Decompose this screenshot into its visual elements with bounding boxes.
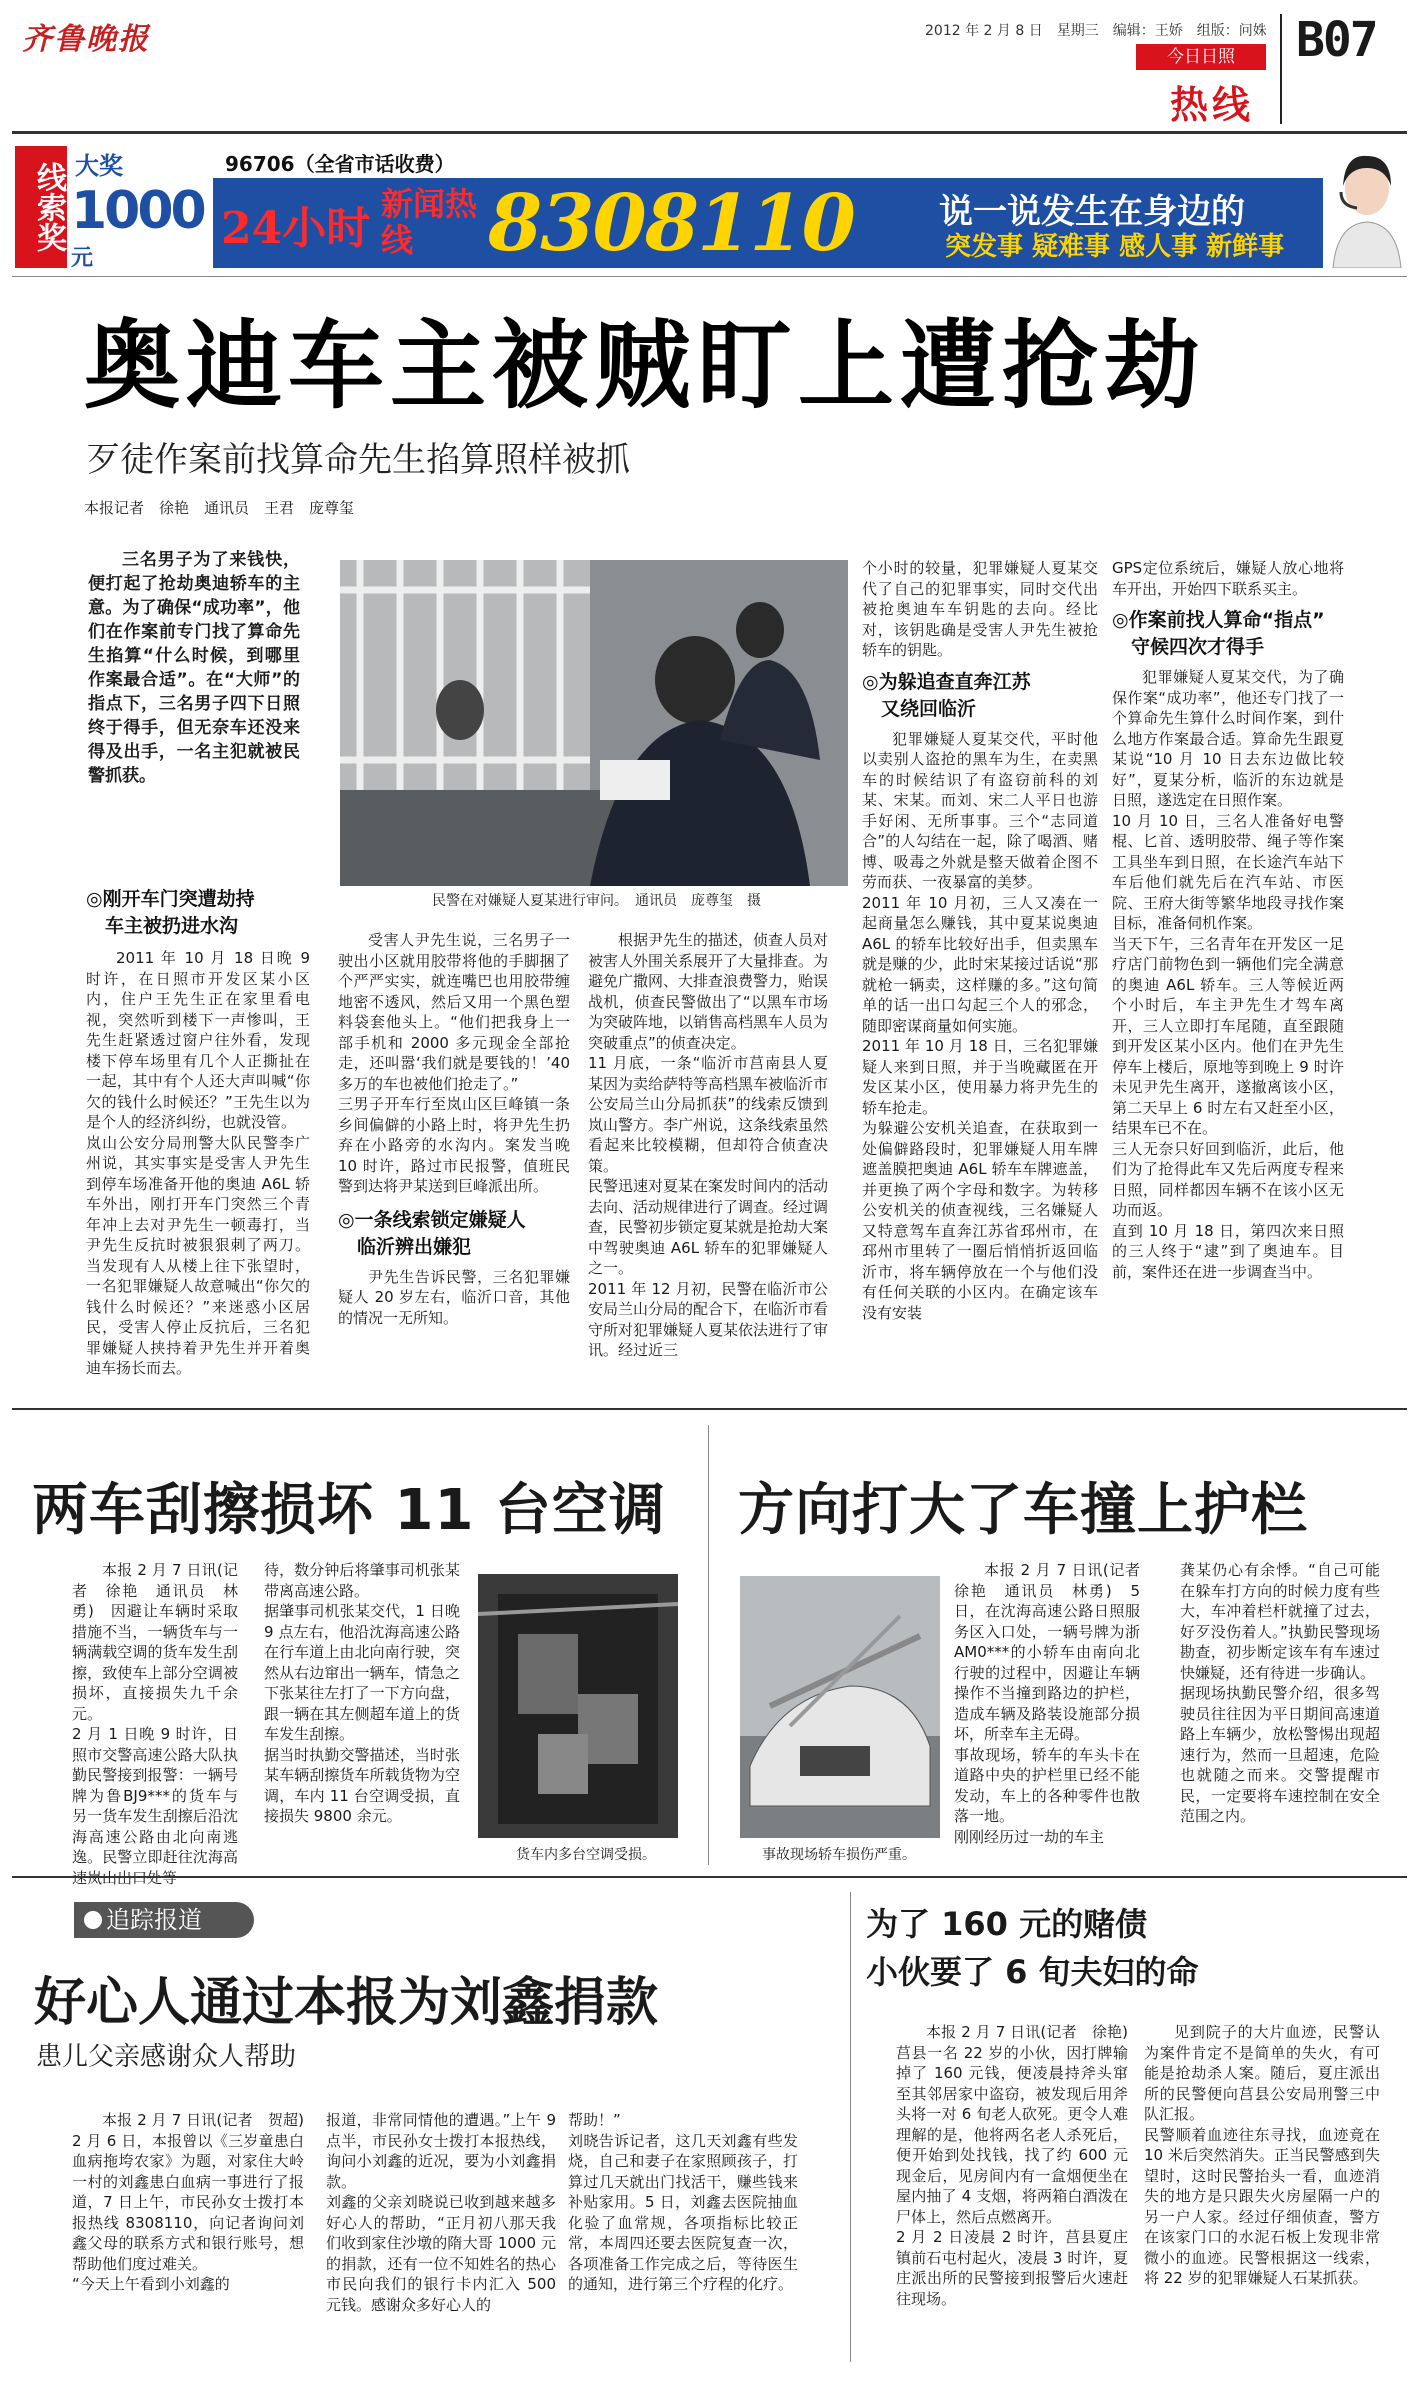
story2-photo — [478, 1574, 678, 1838]
story4-col-2 — [326, 2110, 556, 2315]
hotline-number: 8308110 — [488, 178, 854, 269]
lead-subhead-2: ◎一条线索锁定嫌疑人 临沂辨出嫌犯 — [338, 1208, 526, 1258]
lead-col4-text: 个小时的较量，犯罪嫌疑人夏某交代了自己的犯罪事实，同时交代出被抢奥迪车车钥匙的去向。经比对，该钥匙确是受害人尹先生被抢轿车的钥匙。 — [862, 559, 1098, 659]
story4-col-1 — [72, 2110, 304, 2295]
lead-intro-text: 三名男子为了来钱快，便打起了抢劫奥迪轿车的主意。为了确保“成功率”，他们在作案前专门找了算命先生掐算“什么时候，到哪里作案最合适”。在“大师”的指点下，三名男子四下日照终于得手，但无奈车还没来得及出手，一名主犯就被民警抓获。 — [88, 550, 300, 786]
prize-box — [71, 146, 213, 271]
story3-col-1 — [954, 1560, 1140, 1847]
lead-col-5 — [1112, 558, 1344, 1282]
lead-col-4 — [862, 558, 1098, 1323]
story4-text3: 帮助！” 刘晓告诉记者，这几天刘鑫有些发烧，自己和妻子在家照顾孩子，打算过几天就出门找活干，赚些钱来补贴家用。5 日，刘鑫去医院抽血化验了血常规，各项指标比较正常，本周四还要去医院复查一次，各项准备工作完成之后，等待医生的通知，进行第三个疗程的化疗。 — [568, 2111, 798, 2293]
story5-col-1 — [896, 2022, 1128, 2309]
story4-subtitle: 患儿父亲感谢众人帮助 — [36, 2042, 297, 2072]
section-tag: 今日日照 — [1136, 44, 1266, 70]
lead-subhead-1: ◎刚开车门突遭劫持 车主被扔进水沟 — [86, 888, 255, 937]
story3-text2: 龚某仍心有余悸。“自己可能在躲车打方向的时候力度有些大，车冲着栏杆就撞了过去，好歹没伤着人。”执勤民警现场勘查，初步断定该车有车速过快嫌疑，还有待进一步确认。 据现场执勤民警介绍，很多驾驶员往往因为平日期间高速道路上车辆少，放松警惕出现超速行为，然而一旦超速，危险也就随之而来。交警提醒市民，一定要将车速控制在安全范围之内。 — [1180, 1561, 1380, 1825]
headset-operator-icon — [1327, 146, 1405, 268]
lead-col-2 — [338, 930, 570, 1328]
prize-amount — [71, 181, 213, 272]
lead-subtitle: 歹徒作案前找算命先生掐算照样被抓 — [86, 440, 630, 480]
prize-top: 大奖 — [75, 152, 123, 180]
slogan: 说一说发生在身边的 — [939, 192, 1245, 232]
story2-col-1 — [72, 1560, 238, 1888]
lead-col-1 — [86, 886, 310, 1379]
lead-subhead-3: ◎为躲追查直奔江苏 又绕回临沂 — [862, 670, 1031, 720]
story2-photo-caption: 货车内多台空调受损。 — [516, 1847, 656, 1863]
lead-photo — [340, 560, 848, 886]
header-divider — [1280, 14, 1282, 124]
lead-headline: 奥迪车主被贼盯上遭抢劫 — [84, 310, 1206, 422]
story4-text1: 本报 2 月 7 日讯(记者 贺超) 2 月 6 日，本报曾以《三岁童患白血病拖垮农家》为题，对家住大岭一村的刘鑫患白血病一事进行了报道，7 日上午，市民孙女士拨打本报热线 8308110，向记者询问刘鑫父母的联系方式和银行账号，想帮助他们度过难关。 “今天上午看到小刘鑫的 — [72, 2111, 304, 2293]
lead-col3-text: 根据尹先生的描述，侦查人员对被害人外围关系展开了大量排查。为避免广撒网、大排查浪费警力，贻误战机，侦查民警做出了“以黑车市场为突破阵地，以销售高档黑车人员为突破重点”的侦查决定。 11 月底，一条“临沂市莒南县人夏某因为卖给萨特等高档黑车被临沂市公安局兰山分局抓获”的线索反馈到岚山警方。李广州说，这条线索虽然看起来比较模糊，但却符合侦查决策。 民警迅速对夏某在案发时间内的活动去向、活动规律进行了调查。经过调查，民警初步锁定夏某就是抢劫大案中驾驶奥迪 A6L 轿车的犯罪嫌疑人之一。 2011 年 12 月初，民警在临沂市公安局兰山分局的配合下，在临沂市看守所对犯罪嫌疑人夏某依法进行了审讯。经过近三 — [588, 931, 829, 1359]
clue-prize-label: 线索奖 — [15, 146, 67, 268]
story3-col-2 — [1180, 1560, 1380, 1827]
masthead: 齐鲁晚报 — [22, 22, 150, 57]
news-hot-text: 新闻热线 — [381, 185, 478, 259]
story2-headline: 两车刮擦损坏 11 台空调 — [32, 1478, 666, 1543]
story4-col-3 — [568, 2110, 798, 2295]
lead-col2b-text: 尹先生告诉民警，三名犯罪嫌疑人 20 岁左右，临沂口音，其他的情况一无所知。 — [338, 1267, 570, 1327]
story2-text1: 本报 2 月 7 日讯(记者 徐艳 通讯员 林勇) 因避让车辆时采取措施不当，一辆货车与一辆满载空调的货车发生刮擦，致使车上部分空调被损坏，直接损失九千余元。 2 月 1 日晚 9 时许，日照市交警高速公路大队执勤民警接到报警：一辆号牌为鲁BJ9***的货车与另一货车发生刮擦后沿沈海高速公路由北向南逃逸。民警立即赶往沈海高 — [72, 1561, 238, 1866]
story5-text1: 本报 2 月 7 日讯(记者 徐艳) 莒县一名 22 岁的小伙，因打牌输掉了 160 元钱，便凌晨持斧头窜至其邻居家中盗窃，被发现后用斧头将一对 6 旬老人砍死。更令人难理解的是，他将两名老人杀死后，便开始到处找钱，找了约 600 元现金后，见房间内有一盒烟便坐在屋内抽了 4 支烟，将两箱白酒泼在尸体上，然后点燃离开。 2 月 2 日凌晨 2 时许，莒县夏庄镇前石屯村起火，凌晨 3 时许，夏庄派出所的民警接到报警后火速赶往现场。 — [896, 2023, 1128, 2308]
truck-cargo-photo — [478, 1574, 678, 1838]
lead-intro — [88, 548, 300, 788]
story3-photo — [740, 1576, 940, 1838]
story3-photo-caption: 事故现场轿车损伤严重。 — [762, 1847, 916, 1863]
lead-col5-text: GPS定位系统后，嫌疑人放心地将车开出，开始四下联系买主。 — [1112, 559, 1344, 598]
story4-text2: 报道，非常同情他的遭遇。”上午 9 点半，市民孙女士拨打本报热线，询问小刘鑫的近况，要为小刘鑫捐款。 刘鑫的父亲刘晓说已收到越来越多好心人的帮助，“正月初八那天我们收到家住沙墩的隋大哥 1000 元的捐款，还有一位不知姓名的热心市民向我们的银行卡内汇入 500 元钱。感谢众多好心人的 — [326, 2111, 556, 2314]
story3-headline: 方向打大了车撞上护栏 — [738, 1478, 1308, 1543]
follow-up-icon — [84, 1911, 102, 1929]
story4-headline: 好心人通过本报为刘鑫捐款 — [34, 1973, 659, 2033]
operator-avatar — [1327, 146, 1405, 268]
header-rule — [12, 131, 1407, 134]
categories: 突发事 疑难事 感人事 新鲜事 — [945, 232, 1285, 262]
banner-rule — [12, 276, 1407, 277]
section-title: 热线 — [1170, 83, 1255, 127]
lead-bottom-rule — [12, 1408, 1407, 1410]
mid-rule — [12, 1876, 1407, 1878]
lead-col4b-text: 犯罪嫌疑人夏某交代，平时他以卖别人盗抢的黑车为生，在卖黑车的时候结识了有盗窃前科的刘某、宋某。而刘、宋二人平日也游手好闲、无所事事。三个“志同道合”的人勾结在一起，除了喝酒、赌博、吸毒之外就是整天做着企图不劳而获、一夜暴富的美梦。 2011 年 10 月初，三人又凑在一起商量怎么赚钱，其中夏某说奥迪 A6L 的轿车比较好出手，但卖黑车就是赚的少，此时宋某接过话说“那就枪一辆卖，这样赚的多。”这句简单的话一出口勾起三个人的邪念，随即密谋商量如何实施。 2011 年 10 月 18 日，三名犯罪嫌疑人来到日照，并于当晚藏匿在开发区某小区，使用暴力将尹先生的轿车抢走。 为躲避公安机关追查，在获取到一处偏僻路段时，犯罪嫌疑人用车牌遮盖膜把奥迪 A6L 轿车车牌遮盖，并更换了两个字母和数字。为转移公安机关的侦查视线，三名嫌疑人又特意驾车直奔江苏省邳州市，在邳州市里转了一圈后悄悄折返回临沂市，将车辆停放在一个与他们没有任何关联的小区内。在确定该车没有安装 — [862, 729, 1098, 1322]
lead-col2-text: 受害人尹先生说，三名男子一驶出小区就用胶带将他的手脚捆了个严严实实，就连嘴巴也用胶带缠地密不透风，然后又用一个黑色塑料袋套他头上。“他们把我身上一部手机和 2000 多元现金全部抢走，还叫嚣‘我们就是要钱的！’40 多万的车也被他们抢走了。” 三男子开车行至岚山区巨峰镇一条乡间偏僻的小路上时，将尹先生扔弃在小路旁的水沟内。案发当晚 10 时许，路过市民报警，值班民警到达将尹某送到巨峰派出所。 — [338, 931, 570, 1195]
prize-unit: 元 — [71, 246, 94, 271]
bottom-divider — [850, 1892, 851, 2362]
date-line: 2012 年 2 月 8 日 星期三 编辑：王娇 组版：问姝 — [925, 23, 1267, 39]
story3-text1: 本报 2 月 7 日讯(记者 徐艳 通讯员 林勇) 5 日，在沈海高速公路日照服务区入口处，一辆号牌为浙AM0***的小轿车由南向北行驶的过程中，因避让车辆操作不当撞到路边的护栏，造成车辆及路装设施部分损坏，所幸车主无碍。 事故现场，轿车的车头卡在道路中央的护栏里已经不能发动，车上的各种零件也散落一地。 刚刚经历过一劫的车主 — [954, 1561, 1140, 1846]
lead-col-3 — [588, 930, 828, 1361]
follow-up-tag — [74, 1902, 254, 1938]
story5-text2: 见到院子的大片血迹，民警认为案件肯定不是简单的失火，有可能是抢劫杀人案。随后，夏庄派出所的民警便向莒县公安局刑警三中队汇报。 民警顺着血迹往东寻找，血迹竟在 10 米后突然消失。正当民警感到失望时，这时民警抬头一看，血迹消失的地方是只跟失火房屋隔一户的另一户人家。经过仔细侦查，警方在该家门口的水泥石板上发现非常微小的血迹。民警根据这一线索，将 22 岁的犯罪嫌疑人石某抓获。 — [1144, 2023, 1380, 2287]
phone-subline: 96706（全省市话收费） — [225, 152, 455, 176]
lead-photo-caption: 民警在对嫌疑人夏某进行审问。 通讯员 庞尊玺 摄 — [432, 893, 761, 909]
story-divider — [708, 1425, 709, 1865]
lead-subhead-4: ◎作案前找人算命“指点” 守候四次才得手 — [1112, 609, 1325, 658]
interrogation-photo — [340, 560, 848, 886]
follow-up-tag-label: 追踪报道 — [106, 1906, 202, 1934]
story2-col-2 — [264, 1560, 460, 1827]
story5-headline: 为了 160 元的赌债 小伙要了 6 旬夫妇的命 — [866, 1905, 1199, 1991]
story2-text2: 待，数分钟后将肇事司机张某带离高速公路。 据肇事司机张某交代，1 日晚 9 点左右，他沿沈海高速公路在行车道上由北向南行驶，突然从右边窜出一辆车，情急之下张某往左打了一下方向盘，跟一辆在其左侧超车道上的货车发生刮擦。 据当时执勤交警描述，当时张某车辆刮擦货车所载货物为空调，车内 11 台空调受损，直接损失 9800 余元。 — [264, 1561, 460, 1825]
lead-byline: 本报记者 徐艳 通讯员 王君 庞尊玺 — [84, 499, 355, 517]
hours-text: 24小时 — [221, 203, 371, 254]
hotline-banner — [15, 146, 1405, 271]
story5-col-2 — [1144, 2022, 1380, 2289]
page-number: B07 — [1296, 12, 1377, 68]
lead-col1-text: 2011 年 10 月 18 日晚 9 时许，在日照市开发区某小区内，住户王先生正在家里看电视，突然听到楼下一声惨叫，王先生赶紧透过窗户往外看，发现楼下停车场里有几个人正撕扯在一起，其中有个人还大声叫喊“你欠的钱什么时候还？”王先生以为是个人的经济纠纷，也就没管。 岚山公安分局刑警大队民警李广州说，其实事实是受害人尹先生到停车场准备开他的奥迪 A6L 轿车外出，刚打开车门突然三个青年冲上去对尹先生一顿毒打，当尹先生反抗时被狠狠刺了两刀。当发现有人从楼上往下张望时，一名犯罪嫌疑人故意喊出“你欠的钱什么时候还？”来迷惑小区居民，受害人停止反抗后，三名犯罪嫌疑人挟持着尹先生并开着奥迪车扬长而去。 — [86, 949, 310, 1377]
hotline-band — [213, 178, 1323, 268]
prize-number: 1000 — [71, 181, 204, 241]
lead-col5b-text: 犯罪嫌疑人夏某交代，为了确保作案“成功率”，他还专门找了一个算命先生算什么时间作案，到什么地方作案最合适。算命先生跟夏某说“10 月 10 日去东边做比较好”，夏某分析，临沂的东边就是日照，遂选定在日照作案。 10 月 10 日，三名人准备好电警棍、匕首、透明胶带、绳子等作案工具坐车到日照，在长途汽车站下车后他们就先后在汽车站、市医院、王府大街等繁华地段寻找作案目标，准备伺机作案。 当天下午，三名青年在开发区一足疗店门前物色到一辆他们完全满意的奥迪 A6L 轿车。三人等候近两个小时后，车主尹先生才驾车离开，三人立即打车尾随，直至跟随到开发区某小区内。他们在尹先生停车上楼后，原地等到晚上 9 时许未见尹先生离开，遂撤离该小区，第二天早上 6 时左右又赶至小区，结果车已不在。 三人无奈只好回到临沂，此后，他们为了抢得此车又先后两度专程来日照，同样都因车辆不在该小区无功而返。 直到 10 月 18 日，第四次来日照的三人终于“逮”到了奥迪车。目前，案件还在进一步调查当中。 — [1112, 668, 1344, 1281]
crashed-car-photo — [740, 1576, 940, 1838]
